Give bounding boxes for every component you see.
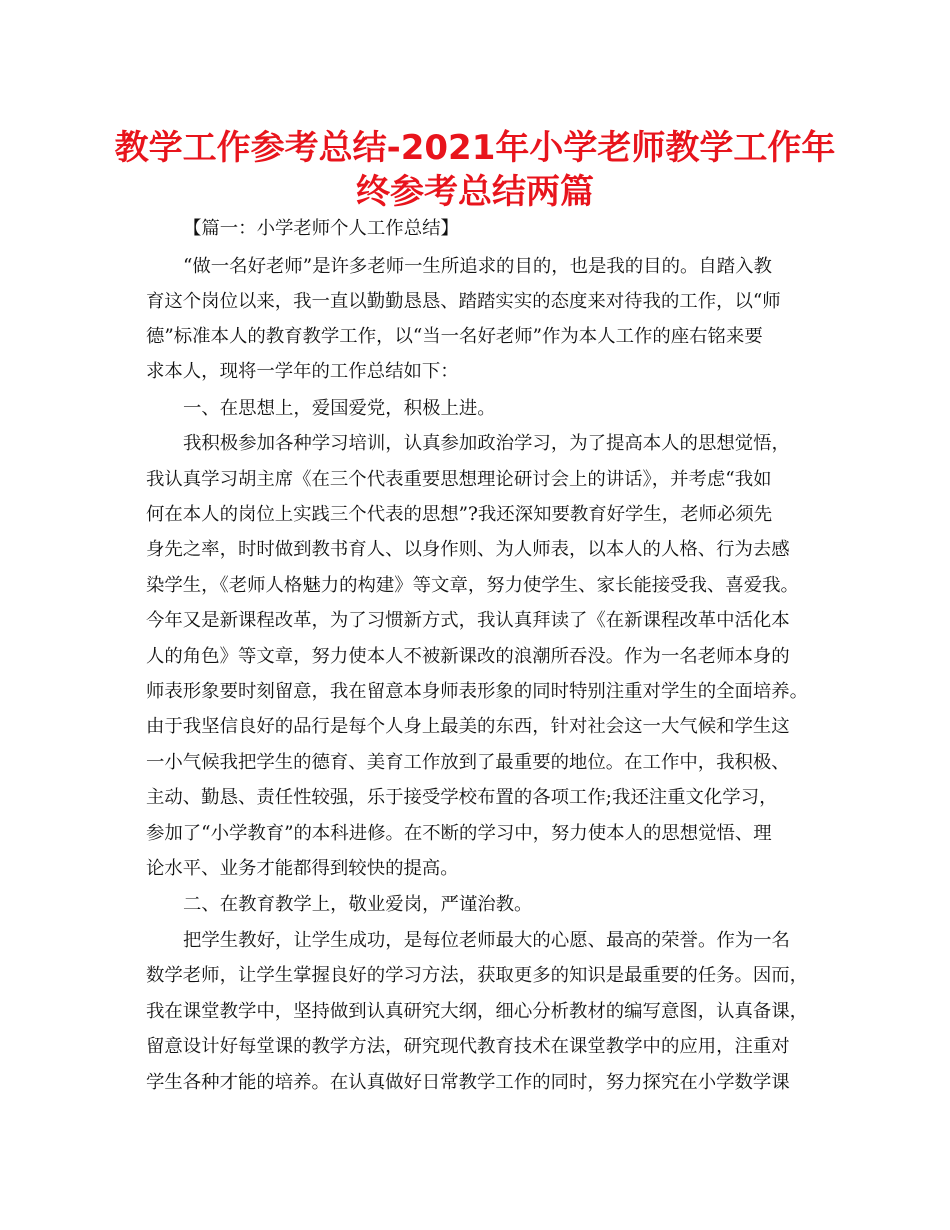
paragraph-line: 学生各种才能的培养。在认真做好日常教学工作的同时，努力探究在小学数学课 [146, 1072, 790, 1093]
paragraph-line: 我认真学习胡主席《在三个代表重要思想理论研讨会上的讲话》，并考虑“我如 [146, 469, 772, 490]
paragraph-line: “做一名好老师”是许多老师一生所追求的目的，也是我的目的。自踏入教 [183, 256, 772, 277]
paragraph-line: 染学生，《老师人格魅力的构建》等文章，努力使学生、家长能接受我、喜爱我。 [146, 575, 799, 596]
paragraph-line: 何在本人的岗位上实践三个代表的思想”?我还深知要教育好学生，老师必须先 [146, 504, 773, 525]
paragraph-line: 求本人，现将一学年的工作总结如下： [146, 361, 459, 382]
paragraph-line: 德”标准本人的教育教学工作，以“当一名好老师”作为本人工作的座右铭来要 [146, 326, 763, 347]
document-title-line-1: 教学工作参考总结-2021年小学老师教学工作年 [114, 128, 836, 168]
paragraph-line: 师表形象要时刻留意，我在留意本身师表形象的同时特别注重对学生的全面培养。 [146, 681, 809, 702]
document-title-line-2: 终参考总结两篇 [356, 172, 594, 212]
paragraph-line: 我在课堂教学中，坚持做到认真研究大纲，细心分析教材的编写意图，认真备课， [146, 1001, 809, 1022]
paragraph-line: 把学生教好，让学生成功，是每位老师最大的心愿、最高的荣誉。作为一名 [183, 930, 790, 951]
section-heading: 【篇一：小学老师个人工作总结】 [183, 218, 459, 239]
paragraph-line: 我积极参加各种学习培训，认真参加政治学习，为了提高本人的思想觉悟， [183, 433, 790, 454]
paragraph-line: 育这个岗位以来，我一直以勤勤恳恳、踏踏实实的态度来对待我的工作，以“师 [146, 291, 781, 312]
paragraph-line: 主动、勤恳、责任性较强，乐于接受学校布置的各项工作;我还注重文化学习， [146, 787, 778, 808]
paragraph-line: 由于我坚信良好的品行是每个人身上最美的东西，针对社会这一大气候和学生这 [146, 716, 790, 737]
paragraph-line: 参加了“小学教育”的本科进修。在不断的学习中，努力使本人的思想觉悟、理 [146, 823, 772, 844]
paragraph-line: 数学老师，让学生掌握良好的学习方法，获取更多的知识是最重要的任务。因而， [146, 965, 809, 986]
paragraph-heading: 一、在思想上，爱国爱党，积极上进。 [183, 398, 496, 419]
paragraph-line: 身先之率，时时做到教书育人、以身作则、为人师表，以本人的人格、行为去感 [146, 539, 790, 560]
paragraph-heading: 二、在教育教学上，敬业爱岗，严谨治教。 [183, 894, 533, 915]
paragraph-line: 留意设计好每堂课的教学方法，研究现代教育技术在课堂教学中的应用，注重对 [146, 1036, 790, 1057]
paragraph-line: 今年又是新课程改革，为了习惯新方式，我认真拜读了《在新课程改革中活化本 [146, 610, 790, 631]
paragraph-line: 人的角色》等文章，努力使本人不被新课改的浪潮所吞没。作为一名老师本身的 [146, 646, 790, 667]
paragraph-line: 一小气候我把学生的德育、美育工作放到了最重要的地位。在工作中，我积极、 [146, 752, 790, 773]
paragraph-line: 论水平、业务才能都得到较快的提高。 [146, 858, 459, 879]
